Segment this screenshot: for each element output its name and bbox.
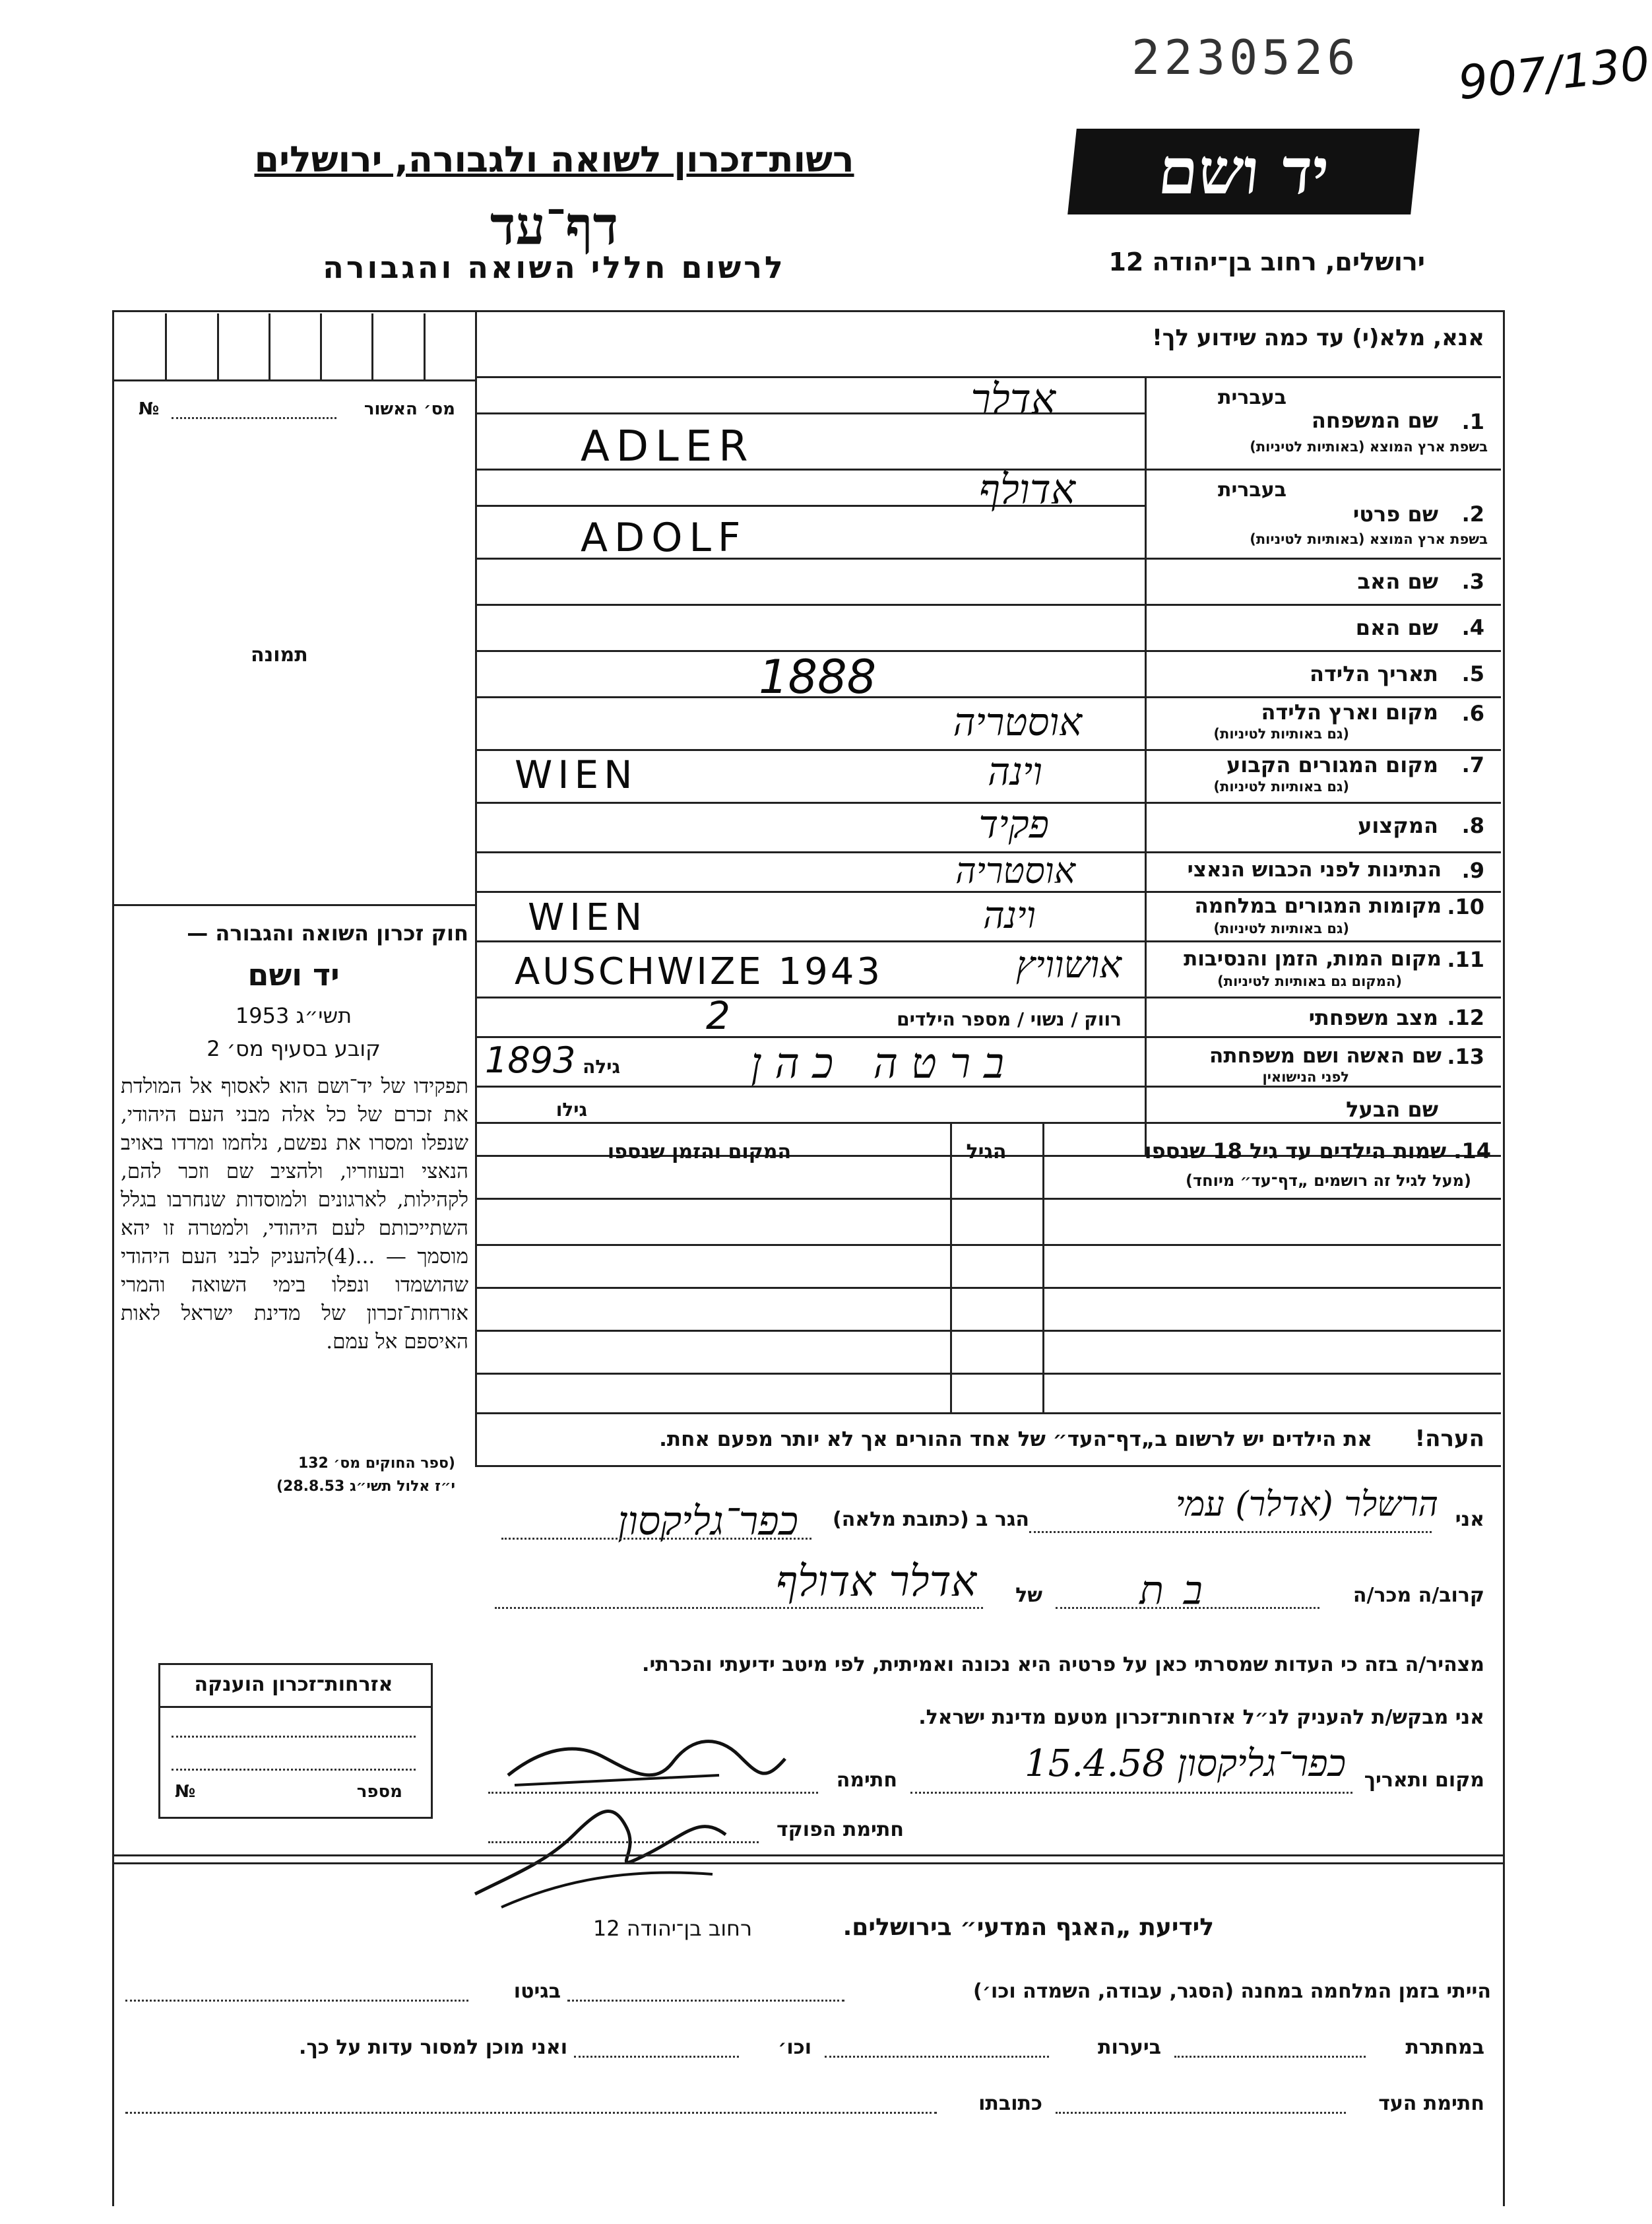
field-13-value: ברטה כהן xyxy=(751,1039,1017,1088)
law-title: חוק זכרון השואה והגבורה — xyxy=(187,921,468,946)
field-11-value-latin: AUSCHWIZE 1943 xyxy=(515,950,883,993)
field-13-number: 13. xyxy=(1447,1044,1484,1069)
footer-address-label: כתובתו xyxy=(978,2092,1042,2115)
field-2-number: 2. xyxy=(1461,502,1484,527)
law-clause: קובע בסעיף מס׳ 2 xyxy=(206,1036,381,1061)
field-5-number: 5. xyxy=(1461,661,1484,686)
declarant-i-label: אני xyxy=(1455,1508,1484,1531)
field-7-value-hebrew: וינה xyxy=(988,749,1042,794)
field-4-label: שם האם xyxy=(1355,615,1438,640)
field-1-label: שם המשפחה xyxy=(1311,408,1438,433)
field-11-sublabel: (המקום גם באותיות לטיניות) xyxy=(1217,973,1402,989)
field-1-value-latin: ADLER xyxy=(581,422,755,471)
law-year: תשי״ג 1953 xyxy=(235,1003,352,1028)
field-4-number: 4. xyxy=(1461,615,1484,640)
law-org: יד ושם xyxy=(247,957,340,993)
field-10-value-latin: WIEN xyxy=(528,896,648,939)
memorial-number-sign: № xyxy=(175,1782,196,1802)
declarant-address: כפר־גליקסון xyxy=(618,1498,798,1544)
serial-number: 2230526 xyxy=(1131,30,1360,85)
field-8-label: המקצוע xyxy=(1358,813,1438,838)
law-text: תפקידו של יד־ושם הוא לאסוף אל המולדת את זכרם של כל אלה מבני העם היהודי, שנפלו ומסרו את נפשם, נלחמו ומרדו באויב הנאצי ובעוזריו, ולהציב שם וזכר להם, לקהילות, לארגונים ולמוסדות שנחרבו בגלל השתייכותם לעם היהודי, ולמטרה זו יהא מוסמך — ...(4)להעניק לבני העם היהודי שהושמדו ונפלו בימי השואה והמרי אזרחות־זכרון של מדינת ישראל לאות האיספם אל עמם. xyxy=(121,1074,468,1354)
address-line: ירושלים, רחוב בן־יהודה 12 xyxy=(1108,247,1425,277)
field-3-number: 3. xyxy=(1461,569,1484,594)
law-ref-2: י״ז אלול תשי״ג 28.8.53) xyxy=(276,1478,455,1495)
field-11-number: 11. xyxy=(1447,947,1484,972)
officer-signature xyxy=(462,1795,752,1907)
field-6-sublabel: (גם באותיות לטיניות) xyxy=(1213,726,1349,742)
page-subtitle: לרשום חללי השואה והגבורה xyxy=(323,249,786,285)
field-9-number: 9. xyxy=(1461,858,1484,883)
photo-label: תמונה xyxy=(251,643,308,667)
husband-label: שם הבעל xyxy=(1346,1097,1438,1122)
field-2-value-latin: ADOLF xyxy=(581,515,747,561)
footer-underground: במחתרת xyxy=(1405,2036,1484,2059)
children-sublabel: (מעל לגיל זה רושמים „דף־עד״ מיוחד) xyxy=(1186,1171,1471,1190)
field-12-children-count: 2 xyxy=(706,993,730,1038)
field-2-hebrew-label: בעברית xyxy=(1218,478,1287,502)
field-6-value: אוסטריה xyxy=(953,700,1082,744)
footer-forests: ביערות xyxy=(1098,2036,1161,2059)
page-title: דף־עד xyxy=(490,195,619,257)
relation-value: בת xyxy=(1139,1567,1223,1614)
field-8-number: 8. xyxy=(1461,813,1484,838)
place-date-value: כפר־גליקסון 15.4.58 xyxy=(1025,1742,1346,1785)
footer-ready-to-testify: ואני מוכן למסור עדות על כך. xyxy=(299,2036,567,2059)
law-ref-1: (ספר החוקים מס׳ 132 xyxy=(298,1455,455,1472)
field-1-value-hebrew: אדלר xyxy=(970,375,1056,423)
officer-signature-label: חתימת הפוקד xyxy=(777,1818,904,1841)
instruction-text: אנא, מלא(י) עד כמה שידוע לך! xyxy=(1152,325,1484,351)
field-10-label: מקומות המגורים במלחמה xyxy=(1194,894,1442,918)
field-7-sublabel: (גם באותיות לטיניות) xyxy=(1213,779,1349,795)
field-13-age-label: גילה xyxy=(583,1056,620,1078)
field-2-value-hebrew: אדולף xyxy=(978,465,1075,513)
field-10-value-hebrew: וינה xyxy=(982,894,1036,937)
declarant-name: הרשלר (אדלר) עמי xyxy=(1175,1485,1438,1524)
authority-name: רשות־זכרון לשואה ולגבורה, ירושלים xyxy=(254,139,854,180)
signature-label: חתימה xyxy=(836,1769,897,1792)
field-7-number: 7. xyxy=(1461,752,1484,777)
field-13-age-value: 1893 xyxy=(485,1039,576,1081)
field-13-label: שם האשה ושם משפחתה xyxy=(1209,1044,1442,1068)
field-6-label: מקום וארץ הלידה xyxy=(1261,700,1438,725)
field-5-label: תאריך הלידה xyxy=(1309,661,1438,686)
field-12-options: רווק / נשוי / מספר הילדים xyxy=(897,1008,1122,1030)
field-11-label: מקום המות, הזמן והנסיבות xyxy=(1184,947,1442,971)
footer-title: לידיעת „האגף המדעי״ בירושלים. xyxy=(842,1914,1214,1941)
field-8-value: פקיד xyxy=(978,802,1049,847)
footer-ghetto: בגיטו xyxy=(513,1980,561,2003)
relation-label: קרוב/ה מכר/ה xyxy=(1352,1584,1484,1607)
footer-address: רחוב בן־יהודה 12 xyxy=(592,1916,752,1941)
field-7-value-latin: WIEN xyxy=(515,752,638,797)
yad-vashem-logo: יד ושם xyxy=(1067,129,1420,214)
field-1-hebrew-label: בעברית xyxy=(1218,386,1287,409)
corner-note: 907/130 xyxy=(1455,36,1652,110)
field-12-number: 12. xyxy=(1447,1005,1484,1030)
field-9-value: אוסטריה xyxy=(955,850,1075,892)
field-9-label: הנתינות לפני הכבוש הנאצי xyxy=(1187,858,1442,882)
approval-number-sign: № xyxy=(139,399,160,419)
field-1-sublabel: בשפת ארץ המוצא (באותיות לטיניות) xyxy=(1250,439,1488,455)
field-12-label: מצב משפחתי xyxy=(1308,1005,1438,1030)
note-text: את הילדים יש לרשום ב„דף־העד״ של אחד ההורים אך לא יותר מפעם אחת. xyxy=(659,1427,1372,1451)
note-label: הערה! xyxy=(1414,1425,1484,1452)
children-col-age: הגיל xyxy=(966,1140,1007,1163)
declaration-text: מצהיר/ה בזה כי העדות שמסרתי כאן על פרטיה היא נכונה ואמיתית, לפי מיטב ידיעתי והכרתי. xyxy=(642,1653,1484,1676)
footer-witness-signature-label: חתימת העד xyxy=(1378,2092,1484,2115)
field-2-label: שם פרטי xyxy=(1352,502,1438,527)
field-3-label: שם האב xyxy=(1357,569,1438,594)
place-date-label: מקום ותאריך xyxy=(1364,1769,1484,1792)
request-text: אני מבקש/ת להעניק לנ״ל אזרחות־זכרון מטעם מדינת ישראל. xyxy=(918,1706,1484,1729)
field-7-label: מקום המגורים הקבוע xyxy=(1226,752,1438,777)
declarant-signature xyxy=(501,1729,792,1802)
resident-label: הגר ב (כתובת מלאה) xyxy=(832,1508,1029,1531)
memorial-number-label: מספר xyxy=(356,1782,402,1802)
children-col-place: המקום והזמן שנספו xyxy=(607,1140,792,1163)
field-5-value: 1888 xyxy=(759,650,877,704)
of-value: אדלר אדולף xyxy=(775,1557,976,1606)
husband-age-label: גילו xyxy=(556,1099,587,1121)
footer-etc: וכו׳ xyxy=(778,2036,811,2059)
field-1-number: 1. xyxy=(1461,409,1484,434)
of-label: של xyxy=(1015,1584,1042,1607)
field-2-sublabel: בשפת ארץ המוצא (באותיות לטיניות) xyxy=(1250,531,1488,547)
children-label: 14. שמות הילדים עד גיל 18 שנספו xyxy=(1144,1138,1491,1163)
field-10-number: 10. xyxy=(1447,894,1484,919)
memorial-box-title: אזרחות־זכרון הוענקה xyxy=(194,1673,393,1696)
field-13-sublabel: לפני הנישואין xyxy=(1262,1069,1349,1085)
approval-label: מס׳ האשור xyxy=(364,399,455,419)
footer-line-1: הייתי בזמן המלחמה במחנה (הסגר, עבודה, השמדה וכו׳) xyxy=(973,1980,1491,2003)
field-6-number: 6. xyxy=(1461,701,1484,726)
field-11-value-hebrew: אושוויץ xyxy=(1015,944,1122,987)
field-10-sublabel: (גם באותיות לטיניות) xyxy=(1213,921,1349,936)
